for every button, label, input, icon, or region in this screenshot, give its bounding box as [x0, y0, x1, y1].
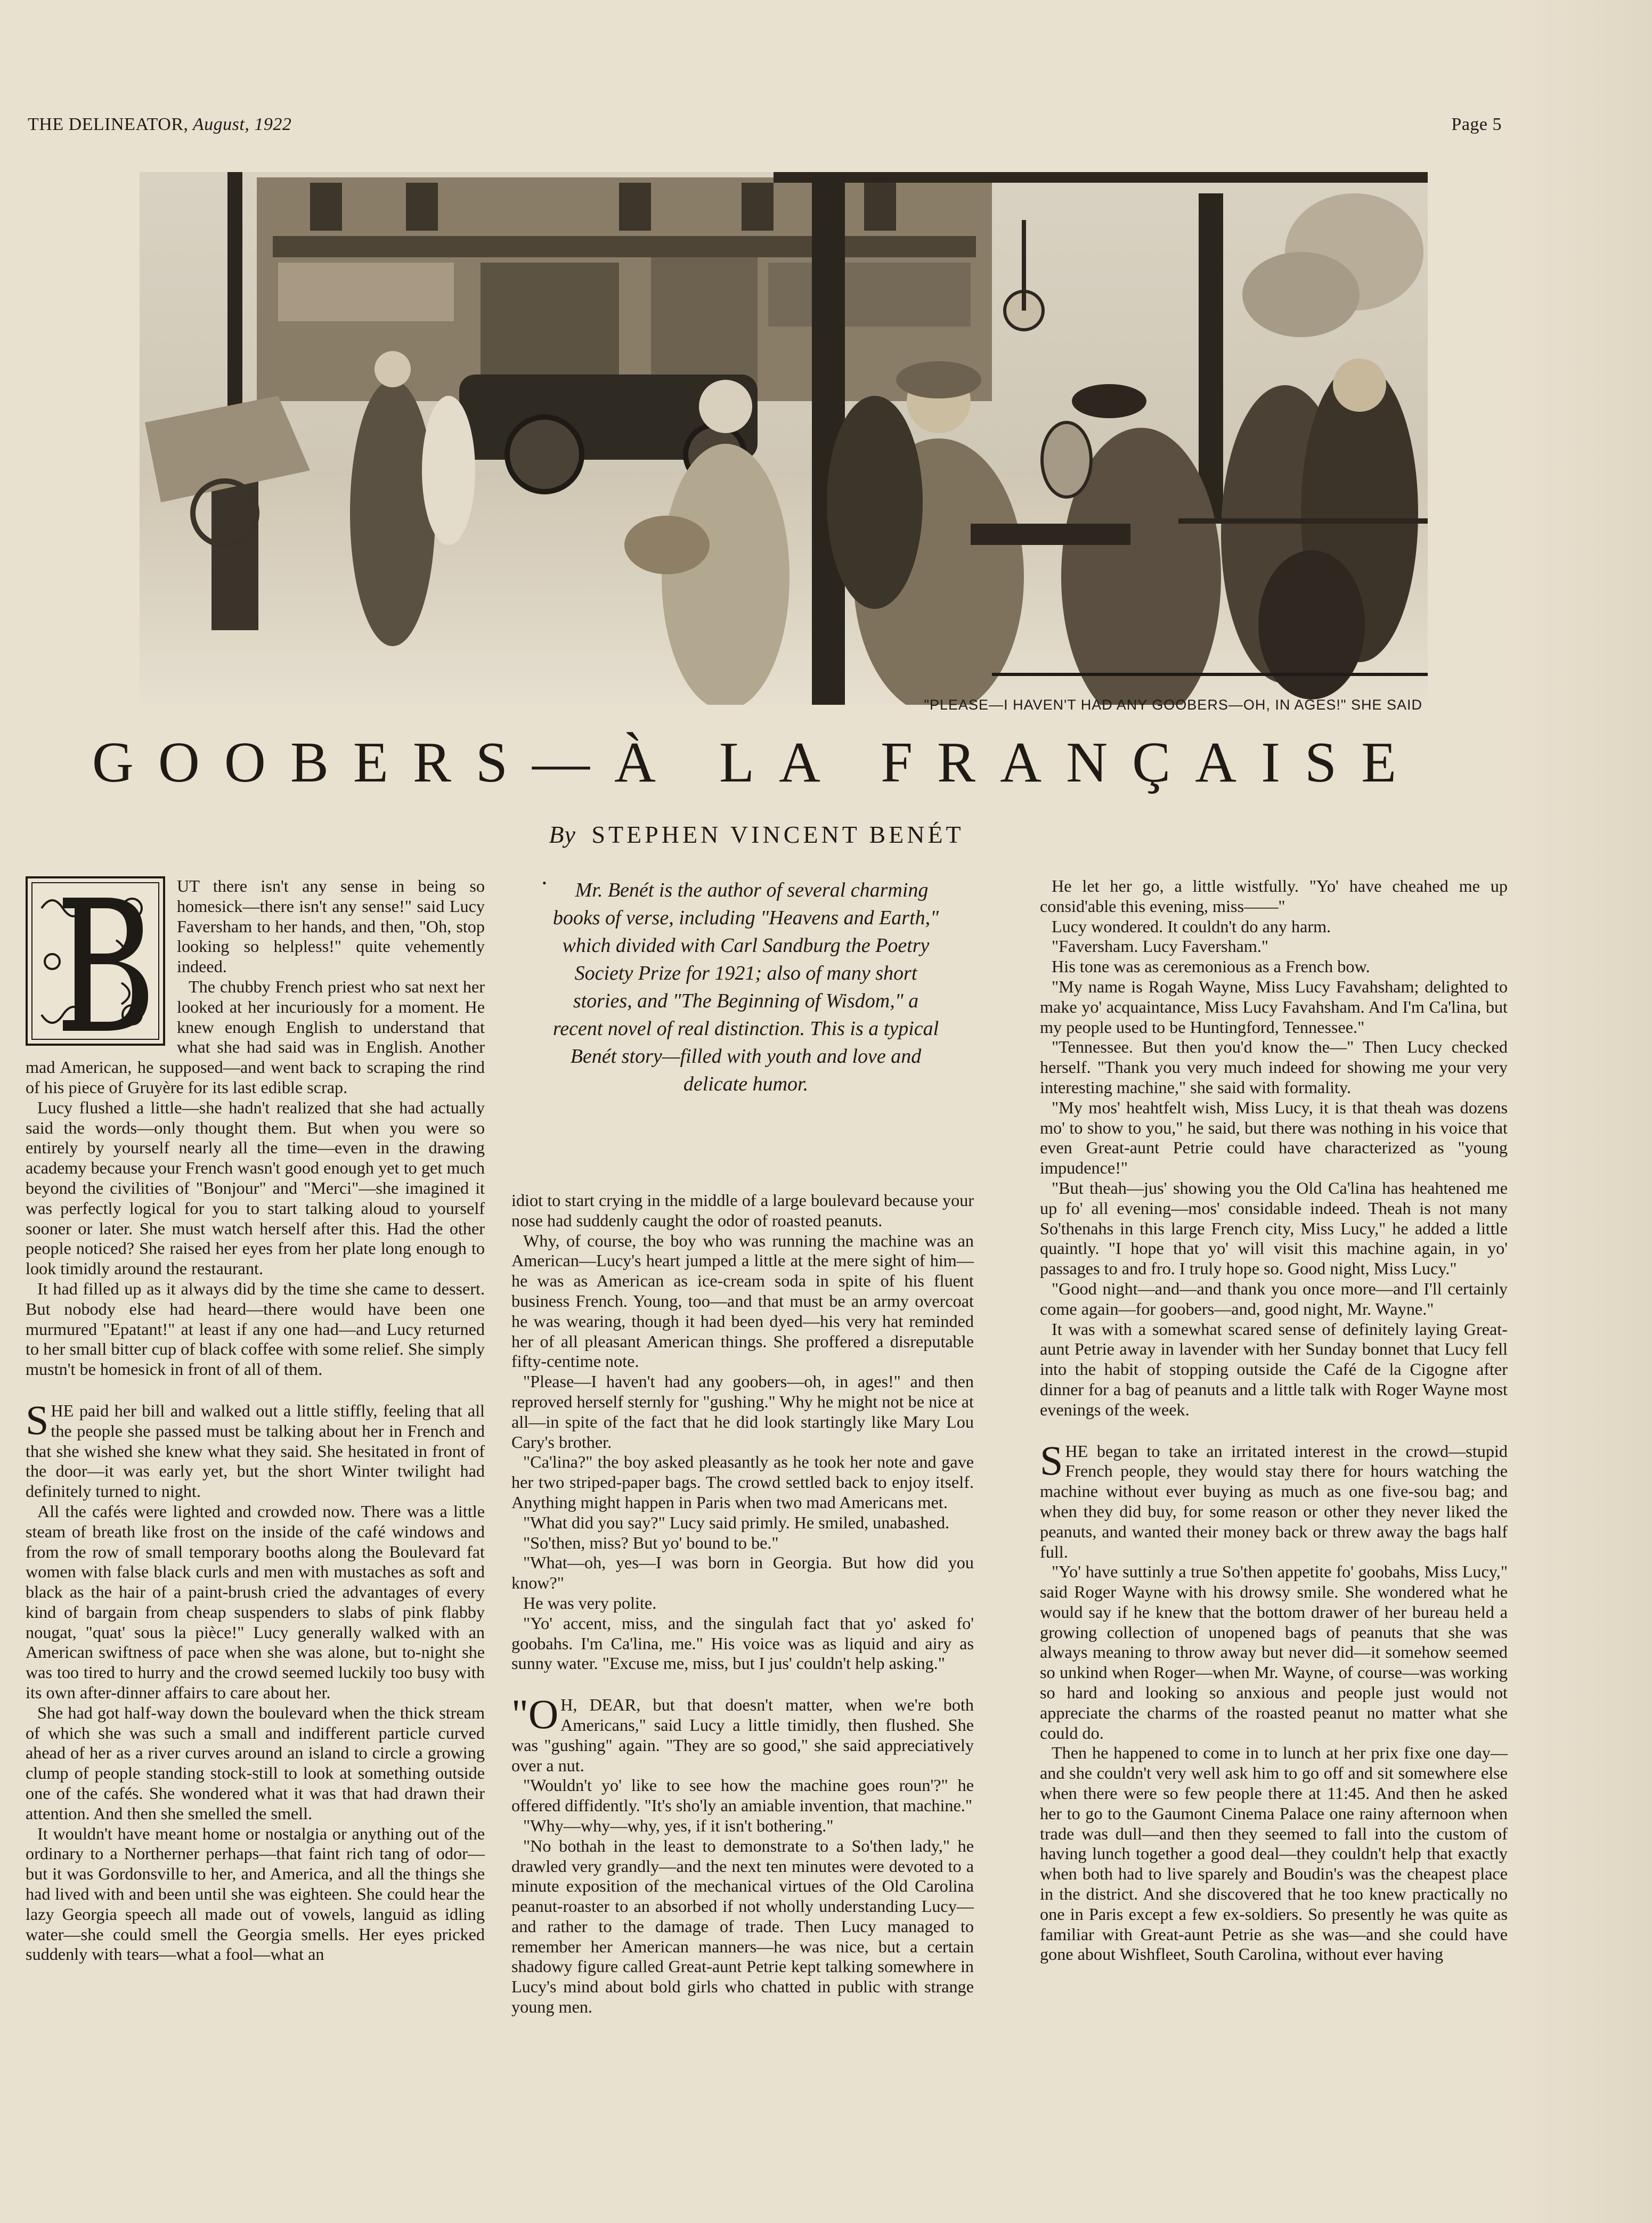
paragraph: "Faversham. Lucy Faversham." — [1052, 937, 1269, 956]
page-number: Page 5 — [1451, 115, 1502, 134]
paragraph: "So'then, miss? But yo' bound to be." — [523, 1533, 779, 1552]
paragraph: idiot to start crying in the middle of a large boulevard because your nose had suddenly caught the odor of roasted peanuts. — [511, 1191, 974, 1230]
paragraph: She had got half-way down the boulevard when the thick stream of which she was such a small and indifferent particle curved ahead of her as a river curves around an island to circle a growing clump of people standing stock-still to look at something outside one of the cafés. She wondered what it was that had drawn their attention. And then she smelled the smell. — [26, 1703, 485, 1823]
paragraph: "Yo' have suttinly a true So'then appetite fo' goobahs, Miss Lucy," said Roger Wayne with his drowsy smile. She wondered what he would say if he knew that the bottom drawer of her bureau held a growing collection of unopened bags of peanuts that she was always meaning to throw away but never did—it somehow seemed so unkind when Roger—when Mr. Wayne, of course—was working so hard and looking so anxious and people just would not appreciate the charms of the roasted peanut no matter what she could do. — [1040, 1562, 1508, 1742]
section-start-paragraph: "OH, DEAR, but that doesn't matter, when we're both Americans," said Lucy a little timidly, then flushed. She was "gushing" again. "They are so good," she said appreciatively over a nut. — [511, 1691, 974, 1775]
paragraph: "My name is Rogah Wayne, Miss Lucy Favahsham; delighted to make yo' acquaintance, Miss Lucy Favahsham. And I'm Ca'lina, but my people used to be Huntingford, Tennessee." — [1040, 976, 1508, 1037]
section-start-paragraph: SHE began to take an irritated interest in the crowd—stupid French people, they would stay there for hours watching the machine without ever buying as much as one five-sou bag; and when they did buy, for some reason or other they never liked the peanuts, and wanted their money back or threw away the bags half full. — [1040, 1437, 1508, 1561]
paragraph: "Yo' accent, miss, and the singulah fact that yo' asked fo' goobahs. I'm Ca'lina, me." His voice was as liquid and airy as sunny water. "Excuse me, miss, but I jus' couldn't help asking." — [511, 1613, 974, 1673]
editor-note: Mr. Benét is the author of several charming books of verse, including "Heavens and Earth," which divided with Carl Sandburg the Poetry Society Prize for 1921; also of many short stories, and "The Beginning of Wisdom," a recent novel of real distinction. This is a typical Benét story—filled with youth and love and delicate humor. — [552, 879, 939, 1095]
paragraph: "What—oh, yes—I was born in Georgia. But how did you know?" — [511, 1553, 974, 1593]
paragraph: All the cafés were lighted and crowded now. There was a little steam of breath like frost on the inside of the café windows and from the row of small temporary booths along the Boulevard fat women with false black curls and men with mustaches as soft and black as the hair of a paint-brush cried the advantages of every kind of bargain from cheap suspenders to slabs of pink flabby nougat, "quat' sous la pièce!" Lucy generally walked with an American swiftness of pace when she was alone, but to-night she was too tired to hurry and the crowd seemed luckily too busy with its own after-dinner affairs to care about her. — [26, 1501, 485, 1703]
text-column-2 — [511, 876, 974, 2017]
paragraph: He let her go, a little wistfully. "Yo' have cheahed me up consid'able this evening, miss——" — [1040, 876, 1508, 916]
paragraph: "Ca'lina?" the boy asked pleasantly as he took her note and gave her two striped-paper bags. The crowd settled back to enjoy itself. Anything might happen in Paris when two mad Americans met. — [511, 1452, 974, 1512]
story-title: GOOBERS—À LA FRANÇAISE — [92, 731, 1421, 794]
paragraph: It wouldn't have meant home or nostalgia or anything out of the ordinary to a Northerner perhaps—that faint rich tang of odor—but it was Gordonsville to her, and America, and all the things she had lived with and been until she was eighteen. She could hear the lazy Georgia speech all made out of vowels, languid as idling water—she could smell the Georgia smells. Her eyes pricked suddenly with tears—what a fool—what an — [26, 1823, 485, 1964]
paragraph: "My mos' heahtfelt wish, Miss Lucy, it is that theah was dozens mo' to show to you," he said, but there was nothing in his voice that even Great-aunt Petrie could have characterized as "young impudence!" — [1040, 1097, 1508, 1178]
issue-date: August, 1922 — [192, 115, 292, 134]
drop-cap-b-ornament — [26, 876, 165, 1046]
byline — [0, 820, 1513, 849]
byline-prefix: By — [549, 821, 576, 848]
running-header — [28, 115, 291, 135]
illustration-caption: "PLEASE—I HAVEN'T HAD ANY GOOBERS—OH, IN AGES!" SHE SAID — [924, 697, 1422, 713]
paragraph: The chubby French priest who sat next her looked at her incuriously for a moment. He knew enough English to understand that what she had said was in English. Another mad American, he supposed—and went back to scraping the rind of his piece of Gruyère for its last edible scrap. — [26, 976, 485, 1097]
paragraph: "Good night—and—and thank you once more—and I'll certainly come again—for goobers—and, good night, Mr. Wayne." — [1040, 1279, 1508, 1318]
paragraph: "Tennessee. But then you'd know the—" Then Lucy checked herself. "Thank you very much indeed for showing me your very interesting machine," she said with formality. — [1040, 1037, 1508, 1097]
paragraph: Then he happened to come in to lunch at her prix fixe one day—and she couldn't very well ask him to go off and sit somewhere else when there were so few people there at 11:45. And then he asked her to go to the Gaumont Cinema Palace one rainy afternoon when trade was dull—and then they seemed to fall into the custom of having lunch together a good deal—they couldn't help that exactly when both had to live sparely and Boudin's was the cheapest place in the district. And she discovered that he too knew practically no one in Paris except a few ex-soldiers. So presently he was quite as familiar with Great-aunt Petrie as she was—and she could have gone about Wishfleet, South Carolina, without ever having — [1040, 1743, 1508, 1964]
paragraph: "Why—why—why, yes, if it isn't bothering." — [523, 1815, 834, 1835]
paragraph: "But theah—jus' showing you the Old Ca'lina has heahtened me up fo' all evening—mos' considable indeed. Theah is not many So'thenahs in this large French city, Miss Lucy," he added a little quaintly. "I hope that yo' will visit this machine again, in yo' passages to and fro. I truly hope so. Good night, Miss Lucy." — [1040, 1178, 1508, 1279]
page-edge-shadow — [1513, 0, 1652, 2223]
magazine-name: THE DELINEATOR, — [28, 115, 189, 134]
paragraph: UT there isn't any sense in being so homesick—there isn't any sense!" said Lucy Faversham to her hands, and then, "Oh, stop looking so helpless!" quite vehemently indeed. — [177, 876, 485, 976]
text-column-1 — [26, 876, 485, 1965]
text-column-3 — [1040, 876, 1508, 1965]
editor-note-box — [511, 876, 974, 1191]
paragraph: Lucy wondered. It couldn't do any harm. — [1052, 916, 1331, 936]
bullet-dot-icon: • — [542, 876, 547, 890]
section-start-paragraph: SHE paid her bill and walked out a little stiffly, feeling that all the people she passed must be talking about her in French and that she wished she knew what they said. She hesitated in front of the door—it was early yet, but the short Winter twilight had definitely turned to night. — [26, 1396, 485, 1501]
paragraph: "Please—I haven't had any goobers—oh, in ages!" and then reproved herself sternly for "gushing." Why he might not be nice at all—in spite of the fact that he did look startingly like Mary Lou Cary's brother. — [511, 1372, 974, 1452]
paragraph: His tone was as ceremonious as a French bow. — [1052, 957, 1370, 976]
paragraph: Lucy flushed a little—she hadn't realized that she had actually said the words—only thought them. But when you were so entirely by yourself nearly all the time—even in the drawing academy because your French wasn't good enough yet to get much beyond the civilities of "Bonjour" and "Merci"—she imagined it was perfectly logical for you to start talking aloud to yourself sooner or later. She must watch herself after this. Had the other people noticed? She raised her eyes from her plate long enough to look timidly around the restaurant. — [26, 1097, 485, 1279]
paragraph: It had filled up as it always did by the time she came to dessert. But nobody else had heard—there would have been one murmured "Epatant!" at least if any one had—and Lucy returned to her small bitter cup of black coffee with some relief. She simply mustn't be homesick in front of all of them. — [26, 1279, 485, 1379]
paragraph: Why, of course, the boy who was running the machine was an American—Lucy's heart jumped a little at the mere sight of him—he was as American as ice-cream soda in spite of his fluent business French. Young, too—and that must be an army overcoat he was wearing, though it had been dyed—his very hat reminded her of all pleasant American things. She proffered a disreputable fifty-centime note. — [511, 1231, 974, 1371]
author-name: STEPHEN VINCENT BENÉT — [591, 821, 964, 848]
street-scene-illustration — [140, 172, 1428, 705]
paragraph: "Wouldn't yo' like to see how the machine goes roun'?" he offered diffidently. "It's sho'ly an amiable invention, that machine." — [511, 1776, 974, 1815]
paragraph: He was very polite. — [523, 1593, 657, 1613]
paragraph: "What did you say?" Lucy said primly. He smiled, unabashed. — [523, 1512, 950, 1532]
paragraph: It was with a somewhat scared sense of definitely laying Great-aunt Petrie away in lavender with her Sunday bonnet that Lucy fell into the habit of stopping outside the Café de la Cigogne after dinner for a bag of peanuts and a little talk with Roger Wayne most evenings of the week. — [1040, 1319, 1508, 1419]
paragraph: "No bothah in the least to demonstrate to a So'then lady," he drawled very grandly—and the next ten minutes were devoted to a minute exposition of the mechanical virtues of the Old Carolina peanut-roaster to an absorbed if not wholly understanding Lucy—and rather to the damage of trade. Then Lucy managed to remember her American manners—he was nice, but a certain shadowy figure called Great-aunt Petrie kept talking somewhere in Lucy's mind about bold girls who chatted in public with strange young men. — [511, 1836, 974, 2017]
